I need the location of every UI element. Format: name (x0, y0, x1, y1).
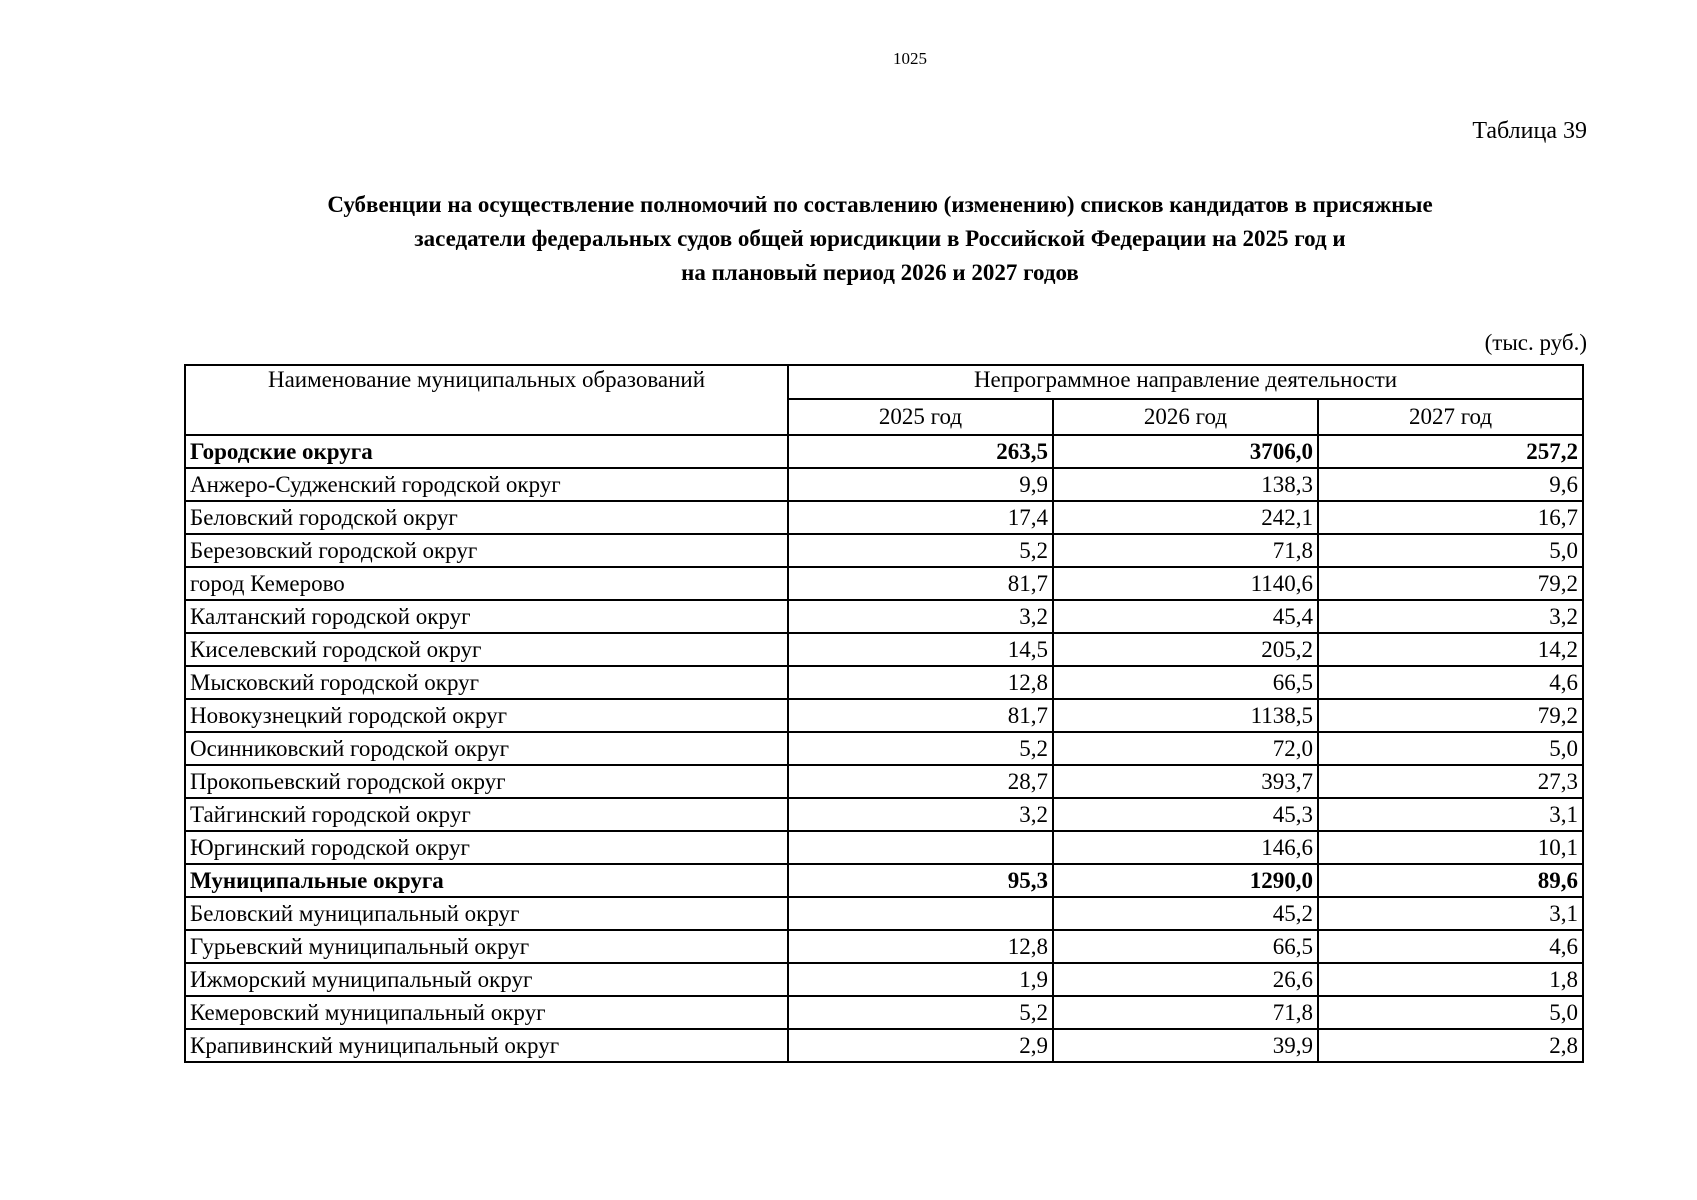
cell-2025: 263,5 (788, 435, 1053, 468)
cell-name: Крапивинский муниципальный округ (185, 1029, 788, 1062)
header-year-2027: 2027 год (1318, 399, 1583, 435)
cell-2027: 257,2 (1318, 435, 1583, 468)
table-label: Таблица 39 (1472, 118, 1587, 144)
units-label: (тыс. руб.) (1484, 330, 1587, 355)
cell-2025: 3,2 (788, 600, 1053, 633)
cell-2026: 1140,6 (1053, 567, 1318, 600)
table-row (185, 897, 1583, 930)
cell-2026: 393,7 (1053, 765, 1318, 798)
cell-name: Калтанский городской округ (185, 600, 788, 633)
cell-2027: 5,0 (1318, 996, 1583, 1029)
cell-name: Юргинский городской округ (185, 831, 788, 864)
cell-2025: 5,2 (788, 534, 1053, 567)
header-activity-direction: Непрограммное направление деятельности (788, 365, 1583, 399)
cell-name: Прокопьевский городской округ (185, 765, 788, 798)
table-row (185, 732, 1583, 765)
table-row (185, 831, 1583, 864)
cell-2025: 95,3 (788, 864, 1053, 897)
cell-name: Ижморский муниципальный округ (185, 963, 788, 996)
cell-name: Тайгинский городской округ (185, 798, 788, 831)
title-line: Субвенции на осуществление полномочий по составлению (изменению) списков кандидатов в присяжные (327, 192, 1433, 217)
cell-2025: 9,9 (788, 468, 1053, 501)
title-line: заседатели федеральных судов общей юрисдикции в Российской Федерации на 2025 год и (414, 226, 1346, 251)
table-row (185, 1029, 1583, 1062)
cell-2025 (788, 831, 1053, 864)
cell-name: Киселевский городской округ (185, 633, 788, 666)
cell-2025: 5,2 (788, 996, 1053, 1029)
cell-2027: 14,2 (1318, 633, 1583, 666)
cell-name: Анжеро-Судженский городской округ (185, 468, 788, 501)
cell-name: Беловский муниципальный округ (185, 897, 788, 930)
cell-2026: 242,1 (1053, 501, 1318, 534)
cell-2025: 81,7 (788, 699, 1053, 732)
cell-2027: 5,0 (1318, 534, 1583, 567)
cell-2025: 14,5 (788, 633, 1053, 666)
cell-2025: 81,7 (788, 567, 1053, 600)
cell-2027: 3,2 (1318, 600, 1583, 633)
header-municipality-name: Наименование муниципальных образований (185, 365, 788, 435)
table-row (185, 567, 1583, 600)
cell-2025: 17,4 (788, 501, 1053, 534)
cell-2025 (788, 897, 1053, 930)
cell-2027: 27,3 (1318, 765, 1583, 798)
cell-2026: 45,4 (1053, 600, 1318, 633)
cell-2026: 72,0 (1053, 732, 1318, 765)
table-row (185, 963, 1583, 996)
header-year-2025: 2025 год (788, 399, 1053, 435)
table-group-row (185, 864, 1583, 897)
table-row (185, 534, 1583, 567)
cell-2027: 4,6 (1318, 930, 1583, 963)
cell-2025: 1,9 (788, 963, 1053, 996)
cell-name: Муниципальные округа (185, 864, 788, 897)
cell-2025: 3,2 (788, 798, 1053, 831)
page-number: 1025 (893, 49, 927, 68)
title-line: на плановый период 2026 и 2027 годов (681, 260, 1079, 285)
cell-2027: 4,6 (1318, 666, 1583, 699)
table-row (185, 666, 1583, 699)
cell-2026: 66,5 (1053, 930, 1318, 963)
table-group-row (185, 435, 1583, 468)
cell-2026: 138,3 (1053, 468, 1318, 501)
table-row (185, 501, 1583, 534)
cell-name: город Кемерово (185, 567, 788, 600)
table-body (185, 435, 1583, 1062)
cell-2026: 39,9 (1053, 1029, 1318, 1062)
cell-2026: 45,3 (1053, 798, 1318, 831)
cell-2026: 45,2 (1053, 897, 1318, 930)
cell-2026: 26,6 (1053, 963, 1318, 996)
table-row (185, 798, 1583, 831)
cell-2025: 5,2 (788, 732, 1053, 765)
cell-2026: 1138,5 (1053, 699, 1318, 732)
cell-2026: 1290,0 (1053, 864, 1318, 897)
cell-2027: 9,6 (1318, 468, 1583, 501)
cell-2027: 89,6 (1318, 864, 1583, 897)
cell-2027: 1,8 (1318, 963, 1583, 996)
header-year-2026: 2026 год (1053, 399, 1318, 435)
subventions-table (184, 364, 1584, 1063)
cell-2026: 3706,0 (1053, 435, 1318, 468)
cell-2025: 12,8 (788, 666, 1053, 699)
cell-2026: 205,2 (1053, 633, 1318, 666)
table-row (185, 765, 1583, 798)
cell-2026: 146,6 (1053, 831, 1318, 864)
cell-name: Кемеровский муниципальный округ (185, 996, 788, 1029)
table-row (185, 996, 1583, 1029)
table-row (185, 600, 1583, 633)
cell-2027: 16,7 (1318, 501, 1583, 534)
cell-2026: 66,5 (1053, 666, 1318, 699)
document-title (180, 188, 1580, 290)
cell-name: Осинниковский городской округ (185, 732, 788, 765)
table-row (185, 699, 1583, 732)
cell-2027: 79,2 (1318, 567, 1583, 600)
cell-2027: 3,1 (1318, 897, 1583, 930)
cell-name: Березовский городской округ (185, 534, 788, 567)
cell-2025: 12,8 (788, 930, 1053, 963)
cell-2027: 2,8 (1318, 1029, 1583, 1062)
cell-name: Гурьевский муниципальный округ (185, 930, 788, 963)
cell-name: Беловский городской округ (185, 501, 788, 534)
cell-2025: 2,9 (788, 1029, 1053, 1062)
cell-2025: 28,7 (788, 765, 1053, 798)
cell-2027: 10,1 (1318, 831, 1583, 864)
cell-name: Новокузнецкий городской округ (185, 699, 788, 732)
cell-2027: 79,2 (1318, 699, 1583, 732)
cell-2027: 5,0 (1318, 732, 1583, 765)
cell-2026: 71,8 (1053, 996, 1318, 1029)
cell-2027: 3,1 (1318, 798, 1583, 831)
table-row (185, 468, 1583, 501)
table-row (185, 633, 1583, 666)
cell-name: Городские округа (185, 435, 788, 468)
cell-2026: 71,8 (1053, 534, 1318, 567)
table-row (185, 930, 1583, 963)
cell-name: Мысковский городской округ (185, 666, 788, 699)
